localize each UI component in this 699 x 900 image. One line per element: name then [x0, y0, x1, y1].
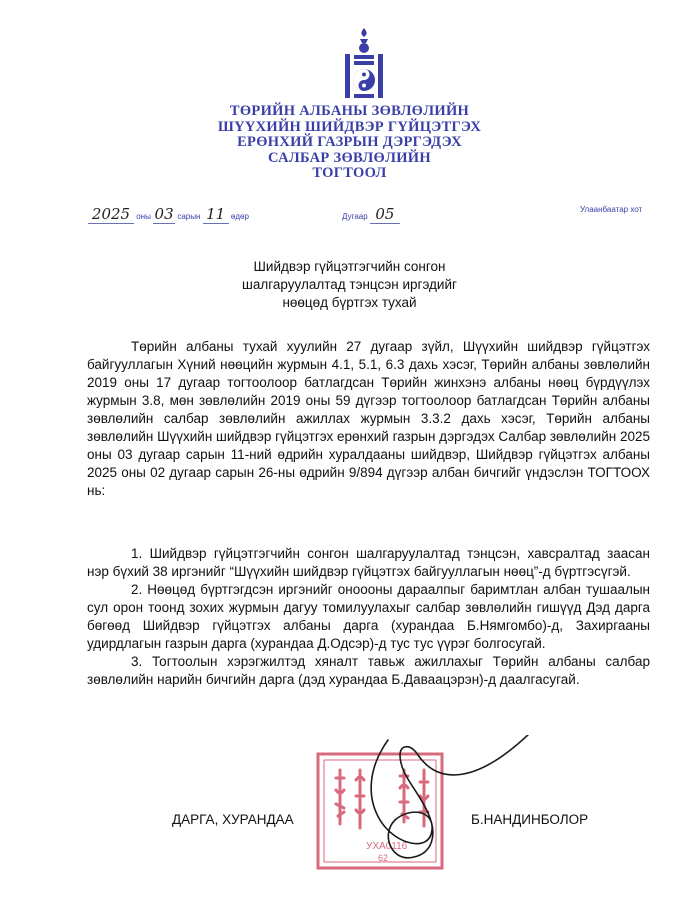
resolution-items: [87, 545, 650, 689]
stamp-number: 62: [378, 853, 389, 863]
title-line: нөөцөд бүртгэх тухай: [282, 295, 417, 310]
number-label: Дугаар: [342, 212, 368, 221]
org-line: САЛБАР ЗӨВЛӨЛИЙН: [268, 149, 431, 166]
preamble-paragraph: Төрийн албаны тухай хуулийн 27 дугаар зүйл, Шүүхийн шийдвэр гүйцэтгэх байгууллагын Хүний нөөцийн журмын 4.1, 5.1, 6.3 дахь хэсэг, Төрийн албаны зөвлөлийн 2019 оны 17 дугаар тогтоолоор батлагдсан Төрийн жинхэнэ албаны нөөц бүрдүүлэх журмын 3.8, мөн зөвлөлийн 2019 оны 59 дүгээр тогтоолоор батлагдсан Төрийн албаны зөвлөлийн салбар зөвлөлийн ажиллах журмын 3.3.2 дахь хэсэг, Төрийн албаны зөвлөлийн Шүүхийн шийдвэр гүйцэтгэх ерөнхий газрын дэргэдэх Салбар зөвлөлийн 2025 оны 03 дугаар сарын 11-ний өдрийн хуралдааны шийдвэр, Шийдвэр гүйцэтгэх албаны 2025 оны 02 дугаар сарын 26-ны өдрийн 9/894 дүгээр албан бичгийг үндэслэн ТОГТООХ нь:: [87, 339, 650, 498]
year-label: оны: [136, 212, 151, 221]
soyombo-emblem-icon: [339, 26, 389, 106]
month-handwritten: 03: [154, 205, 174, 223]
title-line: Шийдвэр гүйцэтгэгчийн сонгон: [253, 259, 446, 274]
number-line: [342, 205, 400, 224]
signatory-name: Б.НАНДИНБОЛОР: [471, 812, 589, 827]
org-line: ШҮҮХИЙН ШИЙДВЭР ГҮЙЦЭТГЭХ: [217, 118, 482, 135]
stamp-code: УХА0116: [366, 841, 408, 852]
month-label: сарын: [177, 212, 201, 221]
year-handwritten: 2025: [88, 205, 134, 224]
organization-header: [0, 104, 699, 182]
org-line: ТӨРИЙН АЛБАНЫ ЗӨВЛӨЛИЙН: [229, 103, 470, 119]
resolution-item: 2. Нөөцөд бүртгэгдсэн иргэнийг оноооны дараалпыг баримтлан албан тушаалын сул орон тоонд зохих журмын дагуу томилуулахыг салбар зөвлөлийн гишүүд Дэд дарга бөгөөд Шийдвэр гүйцэтгэх албаны дарга (хурандаа Б.Нямгомбо)-д, Захиргааны удирдлагын газрын дарга (хурандаа Д.Одсэр)-д тус тус үүрэг болгосугай.: [87, 582, 650, 651]
resolution-item: 3. Тогтоолын хэрэгжилтэд хяналт тавьж ажиллахыг Төрийн албаны салбар зөвлөлийн нарийн бичгийн дарга (дэд хурандаа Б.Даваацэрэн)-д даалгасугай.: [87, 654, 650, 687]
place-label: Улаанбаатар хот: [580, 205, 643, 214]
document-type: ТОГТООЛ: [312, 165, 387, 181]
day-label: өдөр: [230, 212, 249, 221]
signatory-role: ДАРГА, ХУРАНДАА: [172, 812, 294, 827]
number-handwritten: 05: [370, 205, 400, 224]
resolution-item: 1. Шийдвэр гүйцэтгэгчийн сонгон шалгаруулалтад тэнцсэн, хавсралтад заасан нэр бүхий 38 иргэнийг “Шүүхийн шийдвэр гүйцэтгэх байгууллагын нөөц”-д бүртгэсүгэй.: [87, 546, 650, 579]
title-line: шалгаруулалтад тэнцсэн иргэдийг: [242, 277, 457, 292]
handwritten-signature: [340, 735, 540, 875]
org-line: ЕРӨНХИЙ ГАЗРЫН ДЭРГЭДЭХ: [237, 134, 462, 150]
day-handwritten: 11: [203, 205, 229, 224]
preamble: [87, 338, 650, 500]
date-line: [88, 205, 249, 224]
document-title: [0, 258, 699, 312]
